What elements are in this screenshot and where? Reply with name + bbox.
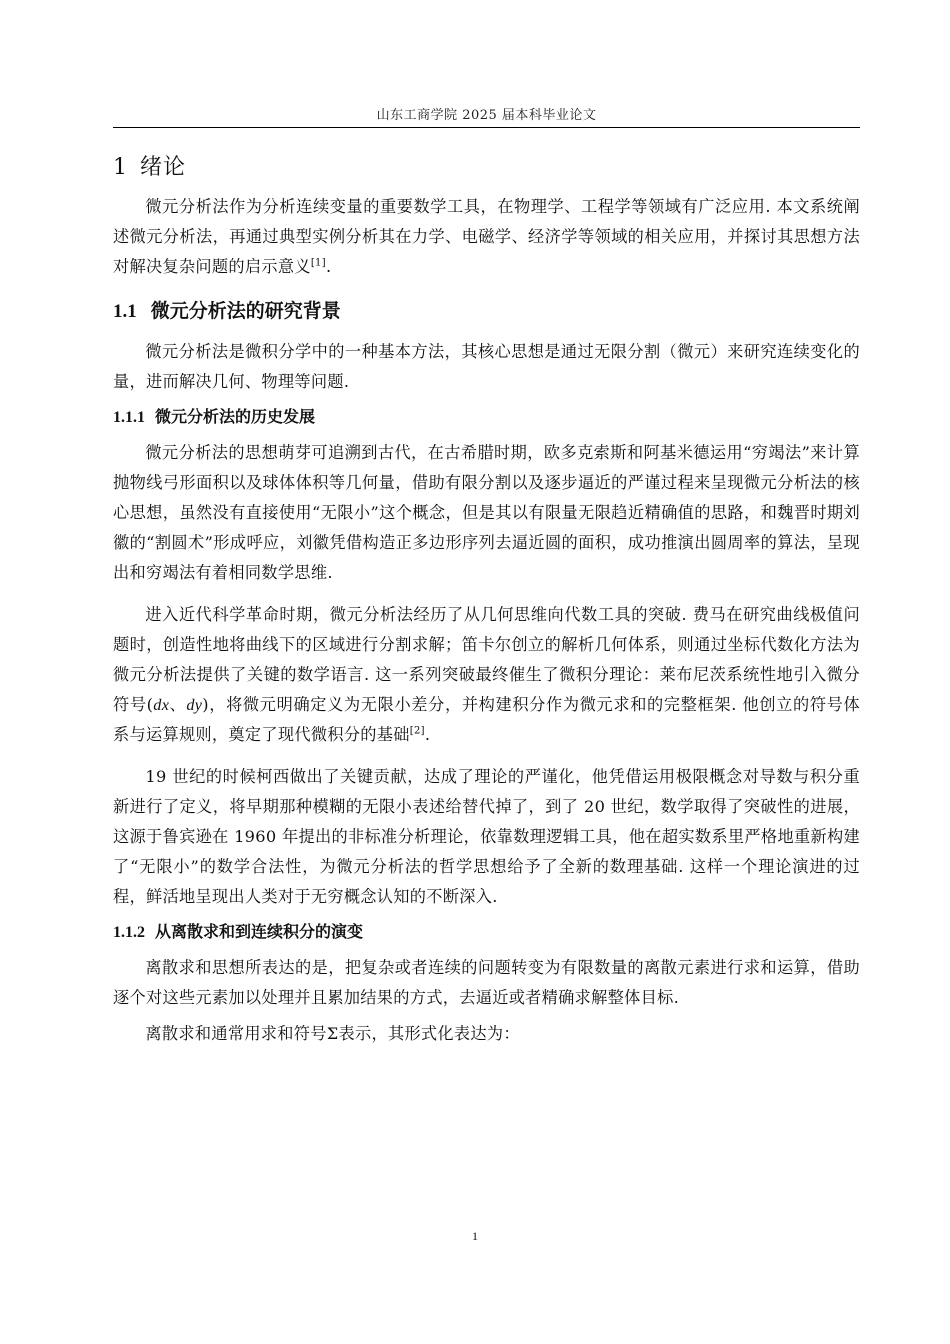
- citation-2: [2]: [409, 725, 425, 737]
- page-body: [113, 150, 860, 1049]
- history-paragraph-1: 微元分析法的思想萌芽可追溯到古代，在古希腊时期，欧多克索斯和阿基米德运用“穷竭法”来计算抛物线弓形面积以及球体体积等几何量，借助有限分割以及逐步逼近的严谨过程来呈现微元分析法的核心思想，虽然没有直接使用“无限小”这个概念，但是其以有限量无限趋近精确值的思路，和魏晋时期刘徽的“割圆术”形成呼应，刘徽凭借构造正多边形序列去逼近圆的面积，成功推演出圆周率的算法，呈现出和穷竭法有着相同数学思维.: [113, 443, 860, 582]
- page-number: 1: [472, 1229, 478, 1243]
- intro-text: 微元分析法作为分析连续变量的重要数学工具，在物理学、工程学等领域有广泛应用. 本文系统阐述微元分析法，再通过典型实例分析其在力学、电磁学、经济学等领域的相关应用，并探讨其思想方法对解决复杂问题的启示意义: [113, 197, 860, 276]
- subsection-title: 从离散求和到连续积分的演变: [155, 922, 364, 941]
- discrete-sum-paragraph-1: 离散求和思想所表达的是，把复杂或者连续的问题转变为有限数量的离散元素进行求和运算，借助逐个对这些元素加以处理并且累加结果的方式，去逼近或者精确求解整体目标.: [113, 958, 860, 1007]
- section-title: 微元分析法的研究背景: [150, 300, 341, 322]
- section-1-1-paragraph: 微元分析法是微积分学中的一种基本方法，其核心思想是通过无限分割（微元）来研究连续变化的量，进而解决几何、物理等问题.: [113, 342, 860, 391]
- discrete-sum-paragraph-2: 离散求和通常用求和符号Σ表示，其形式化表达为：: [145, 1024, 520, 1043]
- history-paragraph-2: [113, 600, 860, 750]
- subsection-number: 1.1.1: [113, 409, 145, 426]
- history-paragraph-3: 19 世纪的时候柯西做出了关键贡献，达成了理论的严谨化，他凭借运用极限概念对导数与积分重新进行了定义，将早期那种模糊的无限小表述给替代掉了，到了 20 世纪，数学取得了突破性的进展，这源于鲁宾逊在 1960 年提出的非标准分析理论，依靠数理逻辑工具，他在超实数系里严格地重新构建了“无限小”的数学合法性，为微元分析法的哲学思想给予了全新的数理基础. 这样一个理论演进的过程，鲜活地呈现出人类对于无穷概念认知的不断深入.: [113, 767, 860, 906]
- history-p2-text-b: )，将微元明确定义为无限小差分，并构建积分作为微元求和的完整框架. 他创立的符号体系与运算规则，奠定了现代微积分的基础: [113, 695, 860, 744]
- history-p2-end: .: [424, 725, 431, 744]
- chapter-heading: [113, 150, 860, 186]
- running-header: 山东工商学院 2025 届本科毕业论文: [376, 108, 597, 123]
- header-rule: [113, 127, 860, 128]
- subsection-number: 1.1.2: [113, 924, 145, 941]
- symbol-dy: dy: [186, 696, 203, 714]
- section-heading-1-1: [113, 296, 860, 327]
- intro-end: .: [325, 257, 332, 276]
- subsection-heading-1-1-2: [113, 918, 860, 947]
- citation-1: [1]: [310, 257, 326, 269]
- chapter-title: 绪论: [140, 155, 187, 180]
- intro-paragraph: [113, 192, 860, 282]
- section-number: 1.1: [113, 301, 137, 322]
- symbol-separator: 、: [169, 695, 187, 714]
- subsection-heading-1-1-1: [113, 403, 860, 432]
- history-p2-text-a: 进入近代科学革命时期，微元分析法经历了从几何思维向代数工具的突破. 费马在研究曲线极值问题时，创造性地将曲线下的区域进行分割求解；笛卡尔创立的解析几何体系，则通过坐标代数化方法为微元分析法提供了关键的数学语言. 这一系列突破最终催生了微积分理论：莱布尼茨系统性地引入微分符号(: [113, 605, 860, 714]
- subsection-title: 微元分析法的历史发展: [155, 407, 316, 426]
- symbol-dx: dx: [153, 696, 170, 714]
- chapter-number: 1: [113, 155, 128, 180]
